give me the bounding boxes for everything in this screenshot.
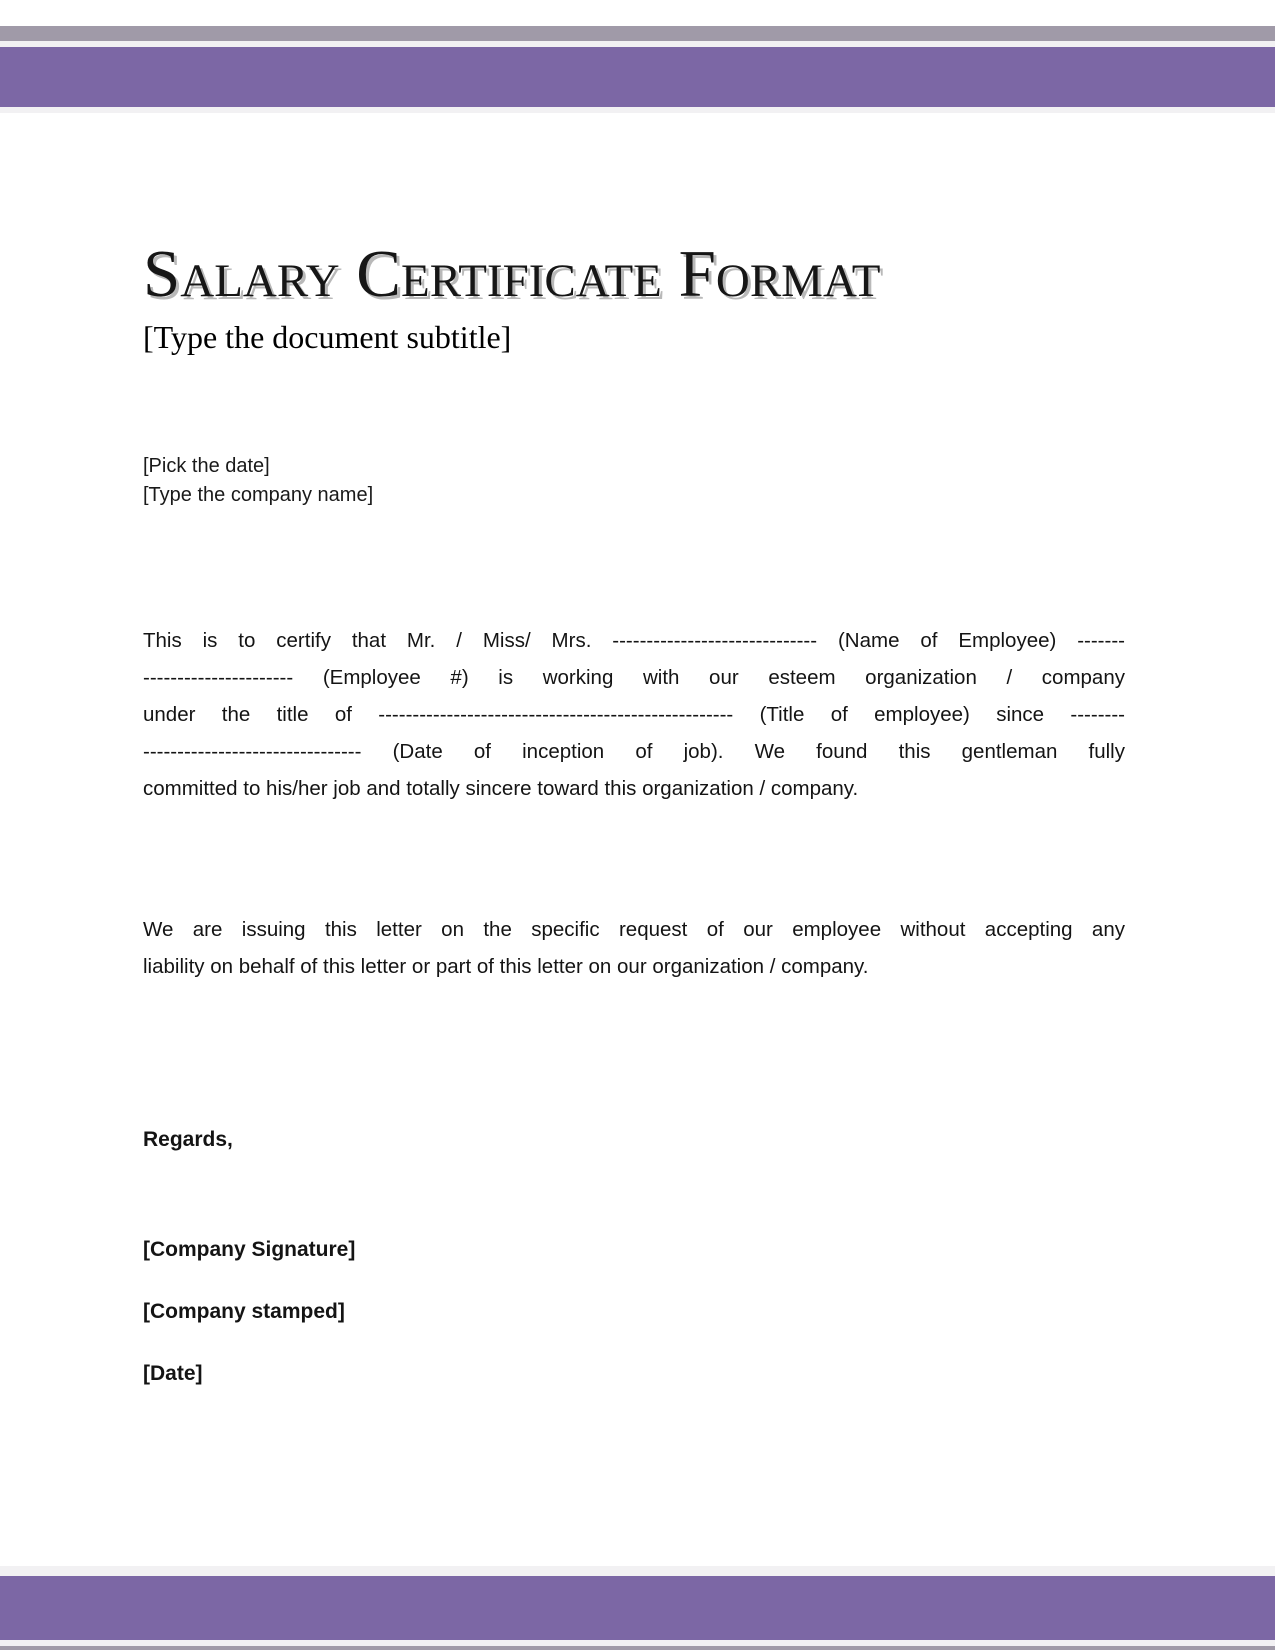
footer-gray-bar — [0, 1646, 1275, 1650]
liability-paragraph — [143, 911, 1125, 985]
pick-date-placeholder[interactable]: [Pick the date] — [143, 455, 270, 477]
footer-light-strip-top — [0, 1566, 1275, 1576]
certify-paragraph — [143, 622, 1125, 807]
body-line: ---------------------- (Employee #) is working with our esteem organization / company — [143, 666, 1125, 689]
header-purple-bar — [0, 47, 1275, 107]
company-name-placeholder[interactable]: [Type the company name] — [143, 484, 374, 506]
meta-block — [143, 452, 1125, 510]
body-line: -------------------------------- (Date of inception of job). We found this gentleman fully — [143, 740, 1125, 763]
document-title: Salary Certificate Format — [143, 237, 881, 311]
body-line: committed to his/her job and totally sincere toward this organization / company. — [143, 777, 859, 800]
header-gray-bar — [0, 26, 1275, 41]
footer-purple-bar — [0, 1576, 1275, 1640]
body-line: under the title of ---------------------------------------------------- (Title of employee) since -------- — [143, 703, 1125, 726]
header-light-strip-bottom — [0, 107, 1275, 113]
date-placeholder[interactable]: [Date] — [143, 1362, 203, 1385]
document-subtitle-placeholder[interactable]: [Type the document subtitle] — [143, 319, 512, 355]
closing-regards: Regards, — [143, 1128, 233, 1151]
body-line: This is to certify that Mr. / Miss/ Mrs. ------------------------------ (Name of Employee) ------- — [143, 629, 1125, 652]
company-stamp-placeholder[interactable]: [Company stamped] — [143, 1300, 345, 1323]
body-line: liability on behalf of this letter or part of this letter on our organization / company. — [143, 955, 869, 978]
company-signature-placeholder[interactable]: [Company Signature] — [143, 1238, 356, 1261]
body-line: We are issuing this letter on the specific request of our employee without accepting any — [143, 918, 1125, 941]
